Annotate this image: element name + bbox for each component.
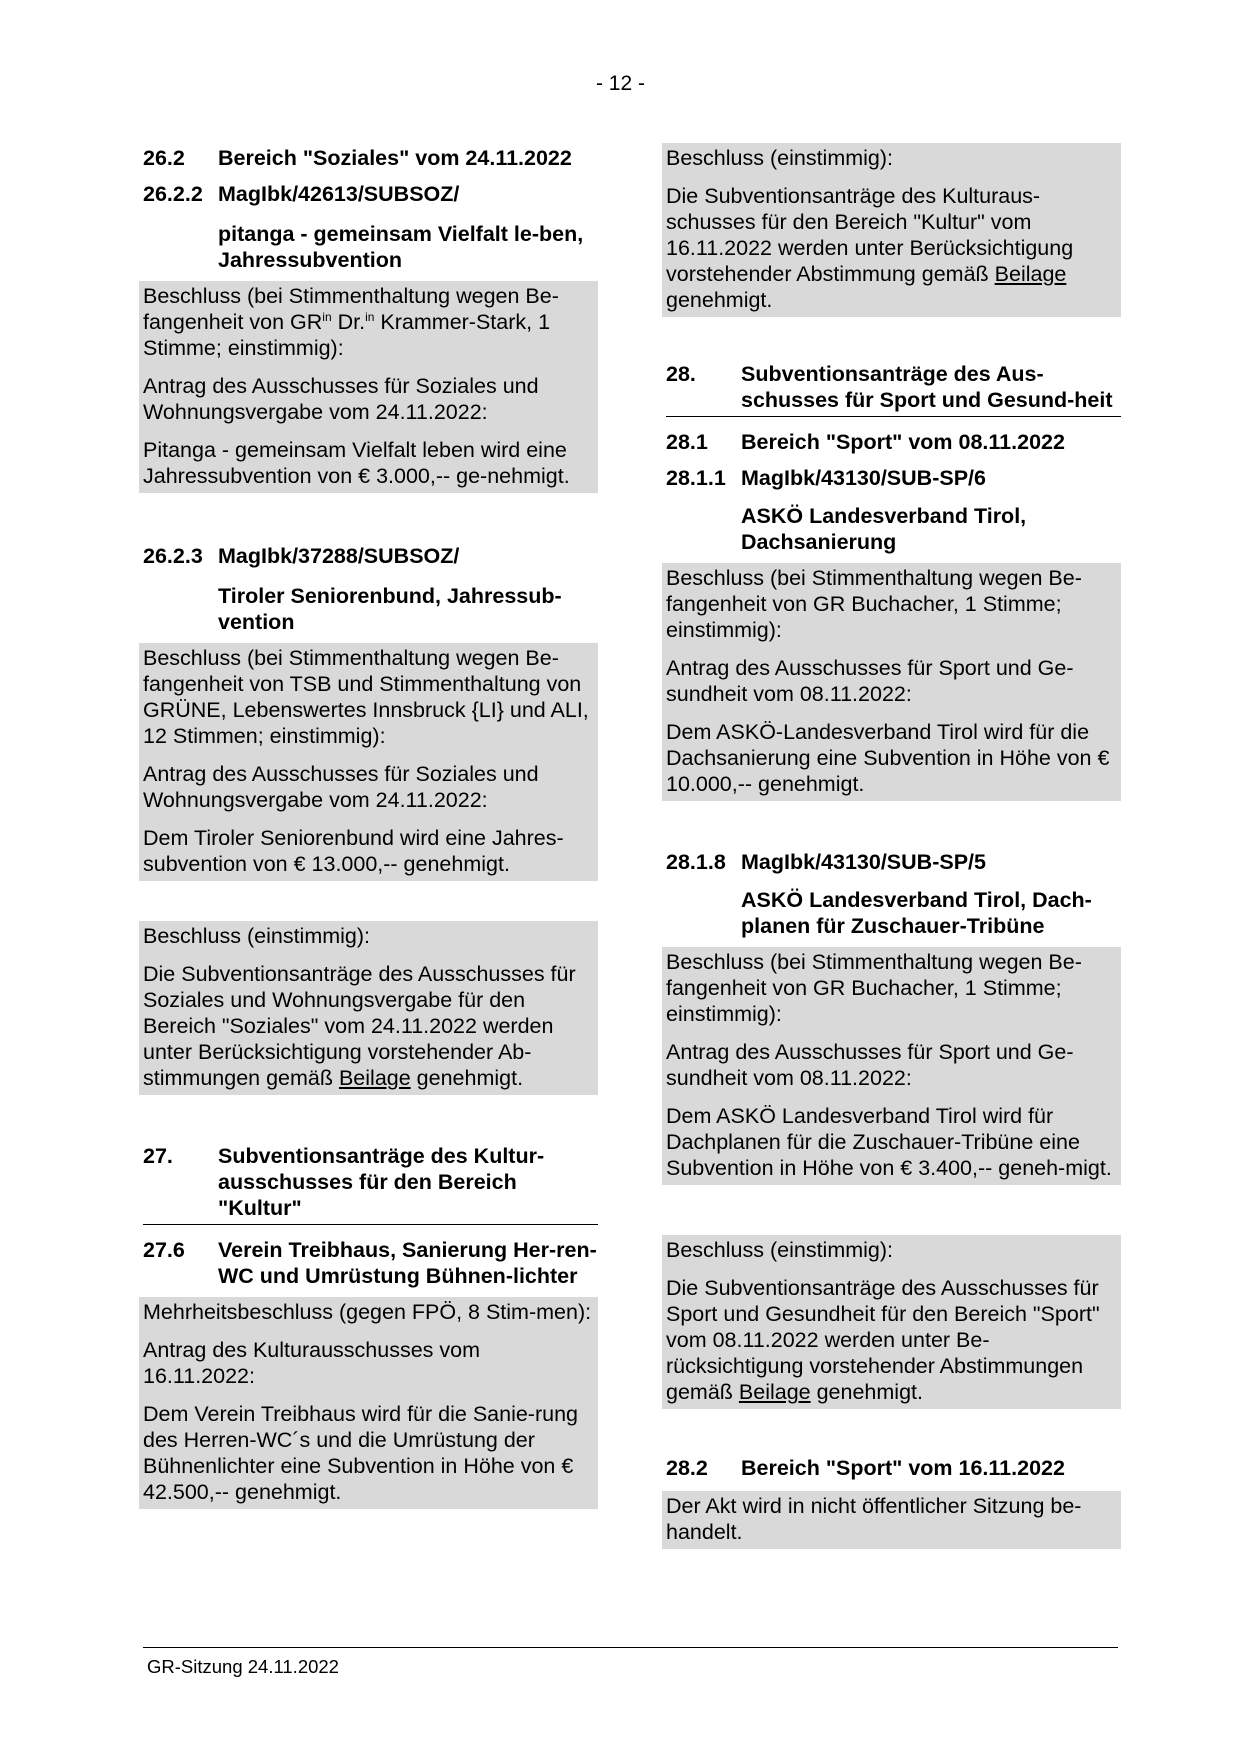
heading-number: 28.1.1 bbox=[666, 466, 726, 490]
decision-box bbox=[139, 281, 598, 493]
body-text: Dem ASKÖ Landesverband Tirol wird für Dachplanen für die Zuschauer-Tribüne eine Subvention in Höhe von € 3.400,-- geneh-migt. bbox=[666, 1104, 1112, 1180]
heading-title: Subventionsanträge des Kultur-ausschusses für den Bereich "Kultur" bbox=[218, 1144, 545, 1220]
superscript: in bbox=[322, 310, 332, 324]
summary-box bbox=[662, 1235, 1121, 1409]
decision-box bbox=[139, 643, 598, 881]
body-part: Die Subventionsanträge des Kulturaus-schusses für den Bereich "Kultur" vom 16.11.2022 werden unter Berücksichtigung vorstehender Abstimmung gemäß bbox=[666, 184, 1074, 286]
decision-text: Beschluss (bei Stimmenthaltung wegen Be-fangenheit von GR Buchacher, 1 Stimme; einstimmig): bbox=[666, 950, 1082, 1026]
heading-title: Verein Treibhaus, Sanierung Her-ren-WC und Umrüstung Bühnen-lichter bbox=[218, 1238, 597, 1288]
beilage-link[interactable]: Beilage bbox=[338, 1066, 411, 1090]
heading-28-1-1 bbox=[666, 465, 1121, 491]
heading-subtitle: Tiroler Seniorenbund, Jahressub-vention bbox=[218, 584, 562, 634]
heading-27-6 bbox=[143, 1237, 598, 1289]
heading-number: 26.2.2 bbox=[143, 182, 203, 206]
heading-number: 27. bbox=[143, 1144, 173, 1168]
summary-box bbox=[139, 921, 598, 1095]
body-text: Dem Verein Treibhaus wird für die Sanie-rung des Herren-WC´s und die Umrüstung der Bühnenlichter eine Subvention in Höhe von € 42.500,-- genehmigt. bbox=[143, 1402, 578, 1504]
heading-number: 27.6 bbox=[143, 1238, 185, 1262]
beilage-link[interactable]: Beilage bbox=[994, 262, 1067, 286]
heading-28 bbox=[666, 361, 1121, 417]
heading-26-2-2 bbox=[143, 181, 598, 207]
heading-28-2 bbox=[666, 1455, 1121, 1481]
decision-text: Beschluss (einstimmig): bbox=[666, 1238, 893, 1262]
superscript: in bbox=[365, 310, 375, 324]
decision-text: Beschluss (einstimmig): bbox=[143, 924, 370, 948]
heading-number: 26.2 bbox=[143, 146, 185, 170]
body-text: Pitanga - gemeinsam Vielfalt leben wird eine Jahressubvention von € 3.000,-- ge-nehmigt. bbox=[143, 438, 570, 488]
body-text bbox=[666, 1275, 1117, 1405]
heading-title: Bereich "Sport" vom 16.11.2022 bbox=[741, 1456, 1065, 1480]
heading-title: MagIbk/43130/SUB-SP/5 bbox=[741, 850, 986, 874]
body-text: Dem Tiroler Seniorenbund wird eine Jahres-subvention von € 13.000,-- genehmigt. bbox=[143, 826, 564, 876]
footer-divider bbox=[143, 1647, 1118, 1648]
heading-number: 26.2.3 bbox=[143, 544, 203, 568]
motion-text: Antrag des Ausschusses für Sport und Ge-sundheit vom 08.11.2022: bbox=[666, 656, 1074, 706]
heading-subtitle: ASKÖ Landesverband Tirol, Dachsanierung bbox=[741, 504, 1027, 554]
motion-text: Antrag des Ausschusses für Soziales und Wohnungsvergabe vom 24.11.2022: bbox=[143, 374, 539, 424]
heading-title: MagIbk/37288/SUBSOZ/ bbox=[218, 544, 460, 568]
body-text: Der Akt wird in nicht öffentlicher Sitzung be-handelt. bbox=[666, 1494, 1082, 1544]
heading-title: MagIbk/42613/SUBSOZ/ bbox=[218, 182, 460, 206]
left-column bbox=[143, 145, 598, 1509]
heading-26-2 bbox=[143, 145, 598, 171]
heading-28-1-8 bbox=[666, 849, 1121, 875]
heading-title: Subventionsanträge des Aus-schusses für Sport und Gesund-heit bbox=[741, 362, 1113, 412]
decision-part: Krammer-Stark, 1 Stimme; einstimmig): bbox=[143, 310, 551, 360]
heading-title: MagIbk/43130/SUB-SP/6 bbox=[741, 466, 986, 490]
heading-number: 28.2 bbox=[666, 1456, 708, 1480]
decision-text: Mehrheitsbeschluss (gegen FPÖ, 8 Stim-men): bbox=[143, 1300, 592, 1324]
heading-number: 28. bbox=[666, 362, 696, 386]
footer-text: GR-Sitzung 24.11.2022 bbox=[147, 1656, 339, 1677]
body-part: genehmigt. bbox=[810, 1380, 923, 1404]
heading-subtitle: ASKÖ Landesverband Tirol, Dach-planen für Zuschauer-Tribüne bbox=[741, 888, 1092, 938]
heading-28-1 bbox=[666, 429, 1121, 455]
right-column bbox=[666, 145, 1121, 1549]
decision-part: Dr. bbox=[331, 310, 366, 334]
decision-box bbox=[662, 947, 1121, 1185]
motion-text: Antrag des Ausschusses für Sport und Ge-sundheit vom 08.11.2022: bbox=[666, 1040, 1074, 1090]
heading-number: 28.1 bbox=[666, 430, 708, 454]
decision-text: Beschluss (bei Stimmenthaltung wegen Be-fangenheit von TSB und Stimmenthaltung von GRÜNE, Lebenswertes Innsbruck {LI} und ALI, 12 Stimmen; einstimmig): bbox=[143, 646, 589, 748]
heading-27 bbox=[143, 1143, 598, 1225]
motion-text: Antrag des Kulturausschusses vom 16.11.2022: bbox=[143, 1338, 480, 1388]
heading-subtitle: pitanga - gemeinsam Vielfalt le-ben, Jahressubvention bbox=[218, 222, 584, 272]
motion-text: Antrag des Ausschusses für Soziales und Wohnungsvergabe vom 24.11.2022: bbox=[143, 762, 539, 812]
decision-text: Beschluss (bei Stimmenthaltung wegen Be-fangenheit von GR Buchacher, 1 Stimme; einstimmig): bbox=[666, 566, 1082, 642]
decision-text: Beschluss (einstimmig): bbox=[666, 146, 893, 170]
body-part: genehmigt. bbox=[666, 288, 773, 312]
body-part: Die Subventionsanträge des Ausschusses für Soziales und Wohnungsvergabe für den Bereich "Soziales" vom 24.11.2022 werden unter Berücksichtigung vorstehender Ab-stimmungen gemäß bbox=[143, 962, 576, 1090]
decision-text bbox=[143, 283, 594, 361]
body-part: Die Subventionsanträge des Ausschusses für Sport und Gesundheit für den Bereich "Sport" vom 08.11.2022 werden unter Be-rücksichtigung vorstehender Abstimmungen gemäß bbox=[666, 1276, 1100, 1404]
heading-title: Bereich "Soziales" vom 24.11.2022 bbox=[218, 146, 572, 170]
info-box bbox=[662, 1491, 1121, 1549]
decision-box bbox=[662, 563, 1121, 801]
page-number: - 12 - bbox=[595, 72, 645, 95]
body-text bbox=[666, 183, 1117, 313]
summary-box bbox=[662, 143, 1121, 317]
heading-26-2-3 bbox=[143, 543, 598, 569]
body-text: Dem ASKÖ-Landesverband Tirol wird für die Dachsanierung eine Subvention in Höhe von € 10.000,-- genehmigt. bbox=[666, 720, 1110, 796]
decision-box bbox=[139, 1297, 598, 1509]
body-part: genehmigt. bbox=[410, 1066, 524, 1090]
heading-number: 28.1.8 bbox=[666, 850, 726, 874]
body-text bbox=[143, 961, 594, 1091]
beilage-link[interactable]: Beilage bbox=[738, 1380, 811, 1404]
heading-title: Bereich "Sport" vom 08.11.2022 bbox=[741, 430, 1065, 454]
decision-part: Beschluss (bei Stimmenthaltung wegen Be-fangenheit von GR bbox=[143, 284, 559, 334]
